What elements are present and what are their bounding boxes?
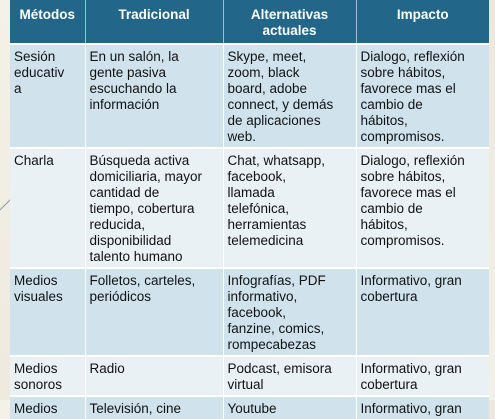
cell-alternativas <box>223 268 356 356</box>
cell-text-line: Chat, whatsapp, <box>227 153 326 168</box>
cell-metodo <box>10 148 85 268</box>
cell-impacto <box>356 148 489 268</box>
cell-metodo <box>10 396 85 419</box>
cell-text-line: Sesión <box>14 49 56 64</box>
cell-text-line: llamada <box>227 185 275 200</box>
cell-text-line: zoom, black <box>227 65 300 80</box>
cell-text-line: fanzine, comics, <box>227 321 325 336</box>
header-tradicional: Tradicional <box>85 0 223 44</box>
cell-text-line: facebook, <box>227 305 287 320</box>
header-metodos: Métodos <box>10 0 85 44</box>
cell-text-line: visuales <box>14 289 63 304</box>
cell-alternativas <box>223 44 356 148</box>
cell-text-line: Medios <box>14 401 58 416</box>
cell-alternativas <box>223 396 356 419</box>
cell-text-line: hábitos, <box>360 217 408 232</box>
cell-text-line: telemedicina <box>227 233 304 248</box>
table-header-row <box>10 0 489 44</box>
table-row <box>10 44 489 148</box>
cell-text-line: web. <box>227 129 257 144</box>
cell-text-line: disponibilidad <box>89 233 172 248</box>
cell-tradicional <box>85 396 223 419</box>
cell-text-line: Radio <box>89 361 125 376</box>
cell-text-line: Infografías, PDF <box>227 273 326 288</box>
cell-tradicional <box>85 44 223 148</box>
cell-text-line: Medios <box>14 361 58 376</box>
cell-text-line: Youtube <box>227 401 277 416</box>
cell-tradicional <box>85 268 223 356</box>
table-row <box>10 268 489 356</box>
cell-text-line: Podcast, emisora <box>227 361 332 376</box>
cell-metodo <box>10 44 85 148</box>
cell-text-line: facebook, <box>227 169 287 184</box>
cell-text-line: compromisos. <box>360 233 445 248</box>
cell-text-line: talento humano <box>89 249 183 264</box>
cell-metodo <box>10 356 85 396</box>
cell-text-line: cobertura <box>360 289 418 304</box>
cell-text-line: información <box>89 97 160 112</box>
cell-text-line: hábitos, <box>360 113 408 128</box>
cell-text-line: domiciliaria, mayor <box>89 169 203 184</box>
cell-text-line: a <box>14 81 22 96</box>
cell-text-line: escuchando la <box>89 81 177 96</box>
table-row <box>10 356 489 396</box>
cell-text-line: Informativo, gran <box>360 361 462 376</box>
cell-metodo <box>10 268 85 356</box>
cell-tradicional <box>85 148 223 268</box>
cell-text-line: de aplicaciones <box>227 113 321 128</box>
cell-text-line: reducida, <box>89 217 146 232</box>
cell-text-line: cantidad de <box>89 185 160 200</box>
cell-text-line: Skype, meet, <box>227 49 307 64</box>
cell-text-line: Búsqueda activa <box>89 153 190 168</box>
cell-text-line: tiempo, cobertura <box>89 201 195 216</box>
table-row <box>10 148 489 268</box>
cell-text-line: Informativo, gran <box>360 401 462 416</box>
cell-text-line: informativo, <box>227 289 298 304</box>
cell-text-line: rompecabezas <box>227 337 317 352</box>
cell-text-line: sobre hábitos, <box>360 169 446 184</box>
cell-impacto <box>356 268 489 356</box>
cell-text-line: Dialogo, reflexión <box>360 153 465 168</box>
cell-alternativas <box>223 356 356 396</box>
cell-text-line: cambio de <box>360 97 423 112</box>
cell-text-line: herramientas <box>227 217 307 232</box>
cell-impacto <box>356 356 489 396</box>
cell-text-line: Dialogo, reflexión <box>360 49 465 64</box>
cell-impacto <box>356 396 489 419</box>
cell-text-line: compromisos. <box>360 129 445 144</box>
cell-text-line: Charla <box>14 153 54 168</box>
cell-tradicional <box>85 356 223 396</box>
methods-table <box>10 0 489 419</box>
cell-text-line: Medios <box>14 273 58 288</box>
cell-text-line: Informativo, gran <box>360 273 462 288</box>
cell-text-line: cambio de <box>360 201 423 216</box>
cell-text-line: telefónica, <box>227 201 290 216</box>
cell-alternativas <box>223 148 356 268</box>
table-row <box>10 396 489 419</box>
cell-text-line: educativ <box>14 65 65 80</box>
header-alternativas: Alternativas actuales <box>223 0 356 44</box>
cell-text-line: gente pasiva <box>89 65 167 80</box>
cell-text-line: favorece mas el <box>360 81 456 96</box>
cell-impacto <box>356 44 489 148</box>
header-impacto: Impacto <box>356 0 489 44</box>
cell-text-line: Folletos, carteles, <box>89 273 196 288</box>
cell-text-line: sobre hábitos, <box>360 65 446 80</box>
cell-text-line: periódicos <box>89 289 152 304</box>
cell-text-line: Televisión, cine <box>89 401 182 416</box>
cell-text-line: favorece mas el <box>360 185 456 200</box>
cell-text-line: cobertura <box>360 377 418 392</box>
cell-text-line: board, adobe <box>227 81 308 96</box>
cell-text-line: virtual <box>227 377 264 392</box>
cell-text-line: sonoros <box>14 377 63 392</box>
cell-text-line: En un salón, la <box>89 49 179 64</box>
cell-text-line: connect, y demás <box>227 97 334 112</box>
